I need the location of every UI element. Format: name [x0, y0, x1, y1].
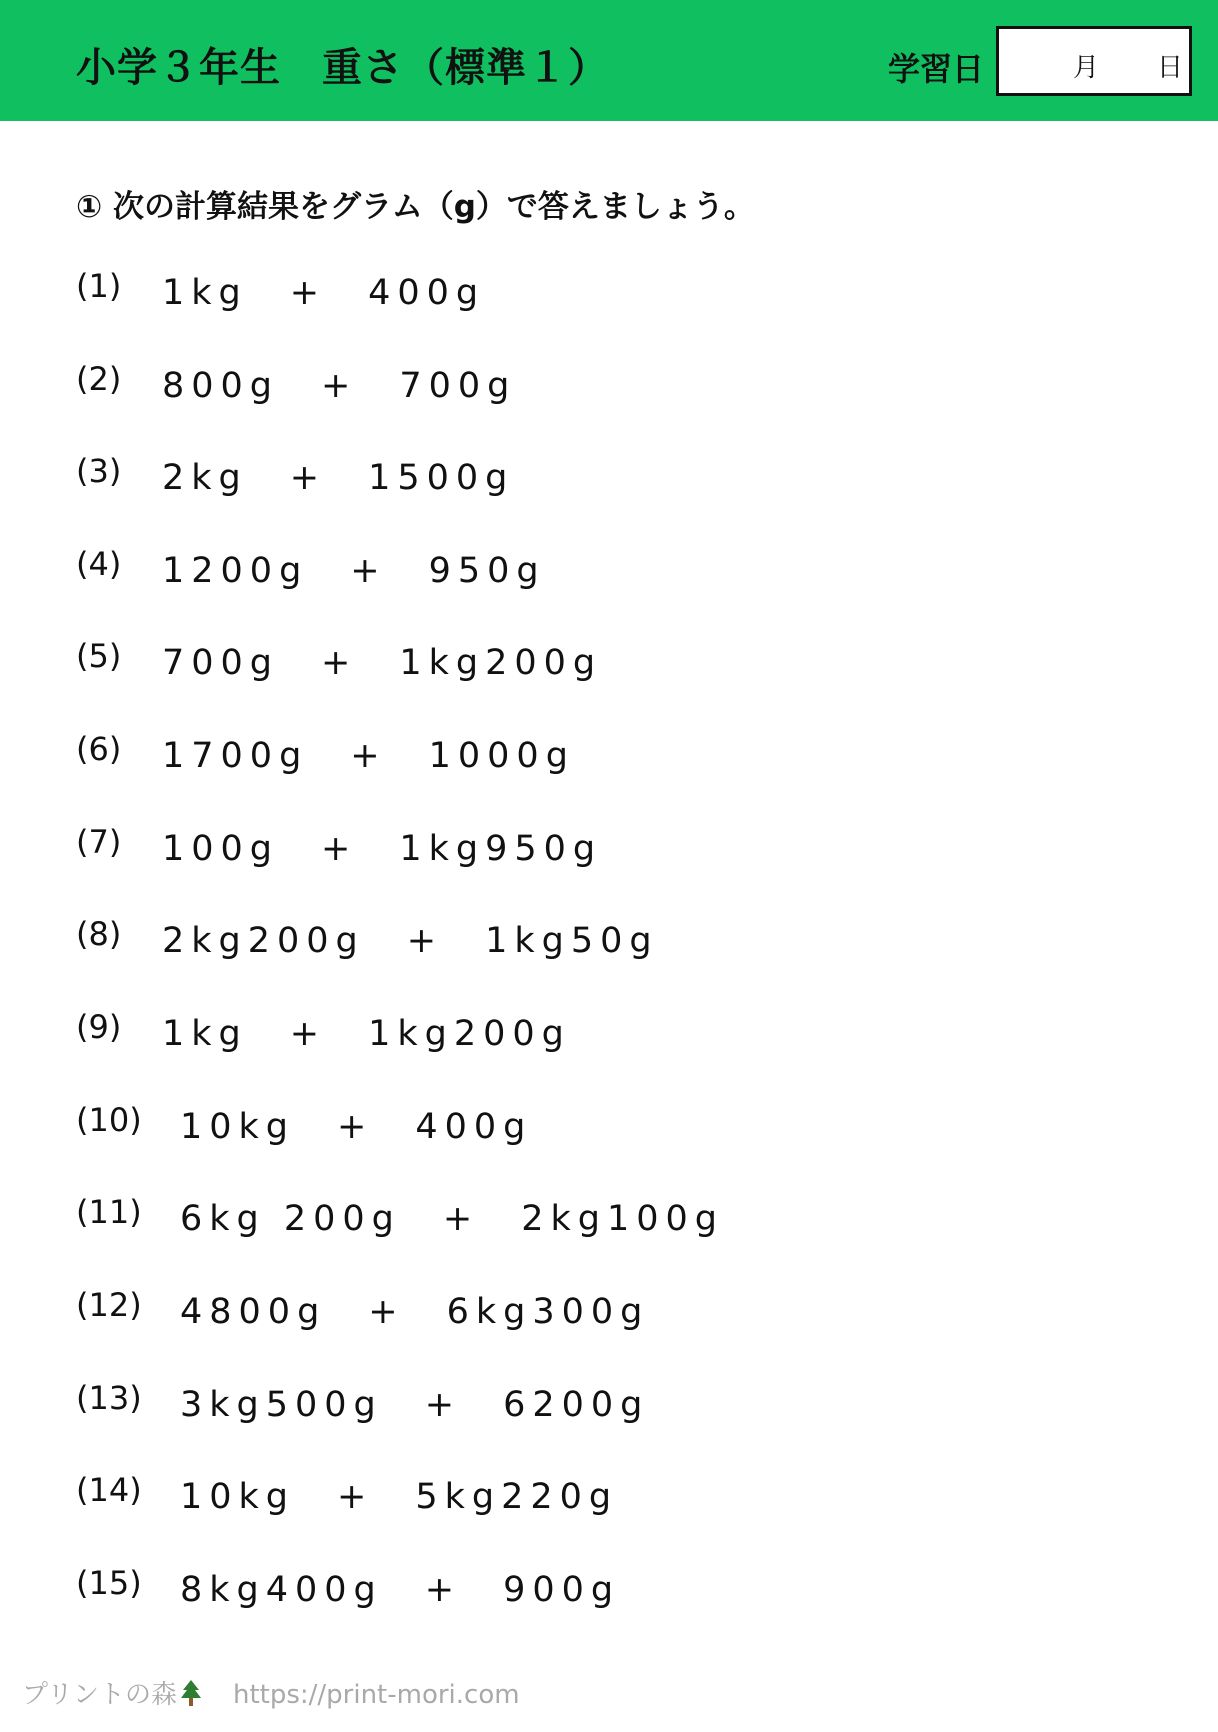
problem-number: (7): [76, 823, 122, 861]
problem-row: [76, 537, 1076, 591]
problem-expression: 800g + 700g: [162, 366, 517, 406]
problem-row: [76, 1371, 1076, 1425]
problem-number: (10): [76, 1101, 142, 1139]
footer-url[interactable]: https://print-mori.com: [232, 1680, 520, 1710]
problem-row: [76, 259, 1076, 313]
problem-number: (11): [76, 1193, 142, 1231]
footer: [22, 1674, 520, 1714]
problem-row: [76, 722, 1076, 776]
problem-expression: 10kg + 5kg220g: [180, 1477, 619, 1517]
problem-number: (9): [76, 1008, 122, 1046]
problem-expression: 2kg200g + 1kg50g: [162, 921, 659, 961]
problem-row: [76, 1556, 1076, 1610]
problem-number: (12): [76, 1286, 142, 1324]
problem-number: (2): [76, 360, 122, 398]
problem-expression: 10kg + 400g: [180, 1107, 533, 1147]
problem-row: [76, 1000, 1076, 1054]
problem-number: (13): [76, 1379, 142, 1417]
problem-row: [76, 444, 1076, 498]
problem-number: (1): [76, 267, 122, 305]
month-label: 月: [1073, 53, 1100, 83]
problem-expression: 6kg 200g + 2kg100g: [180, 1199, 725, 1239]
problem-expression: 100g + 1kg950g: [162, 829, 603, 869]
problem-number: (8): [76, 915, 122, 953]
tree-icon: [179, 1679, 203, 1714]
problem-row: [76, 629, 1076, 683]
problem-number: (15): [76, 1564, 142, 1602]
problem-number: (5): [76, 637, 122, 675]
problem-expression: 1700g + 1000g: [162, 736, 575, 776]
problem-row: [76, 907, 1076, 961]
day-label: 日: [1157, 53, 1184, 83]
problem-expression: 1kg + 400g: [162, 273, 486, 313]
problem-row: [76, 1185, 1076, 1239]
problem-row: [76, 1093, 1076, 1147]
page-title: 小学３年生 重さ（標準１）: [76, 45, 609, 91]
problem-number: (14): [76, 1471, 142, 1509]
problem-expression: 4800g + 6kg300g: [180, 1292, 650, 1332]
problem-expression: 2kg + 1500g: [162, 458, 515, 498]
header-bar: [0, 0, 1218, 121]
instruction-text: ① 次の計算結果をグラム（g）で答えましょう。: [76, 189, 755, 225]
problem-row: [76, 1278, 1076, 1332]
study-date-label: 学習日: [888, 50, 985, 88]
problem-expression: 8kg400g + 900g: [180, 1570, 621, 1610]
problem-number: (3): [76, 452, 122, 490]
problem-row: [76, 352, 1076, 406]
problem-number: (4): [76, 545, 122, 583]
problem-number: (6): [76, 730, 122, 768]
problem-expression: 1kg + 1kg200g: [162, 1014, 571, 1054]
problem-expression: 1200g + 950g: [162, 551, 546, 591]
problem-row: [76, 815, 1076, 869]
problem-expression: 700g + 1kg200g: [162, 643, 603, 683]
problem-expression: 3kg500g + 6200g: [180, 1385, 650, 1425]
study-date-box: [996, 26, 1192, 96]
problem-row: [76, 1463, 1076, 1517]
footer-site-name: プリントの森: [22, 1680, 177, 1710]
